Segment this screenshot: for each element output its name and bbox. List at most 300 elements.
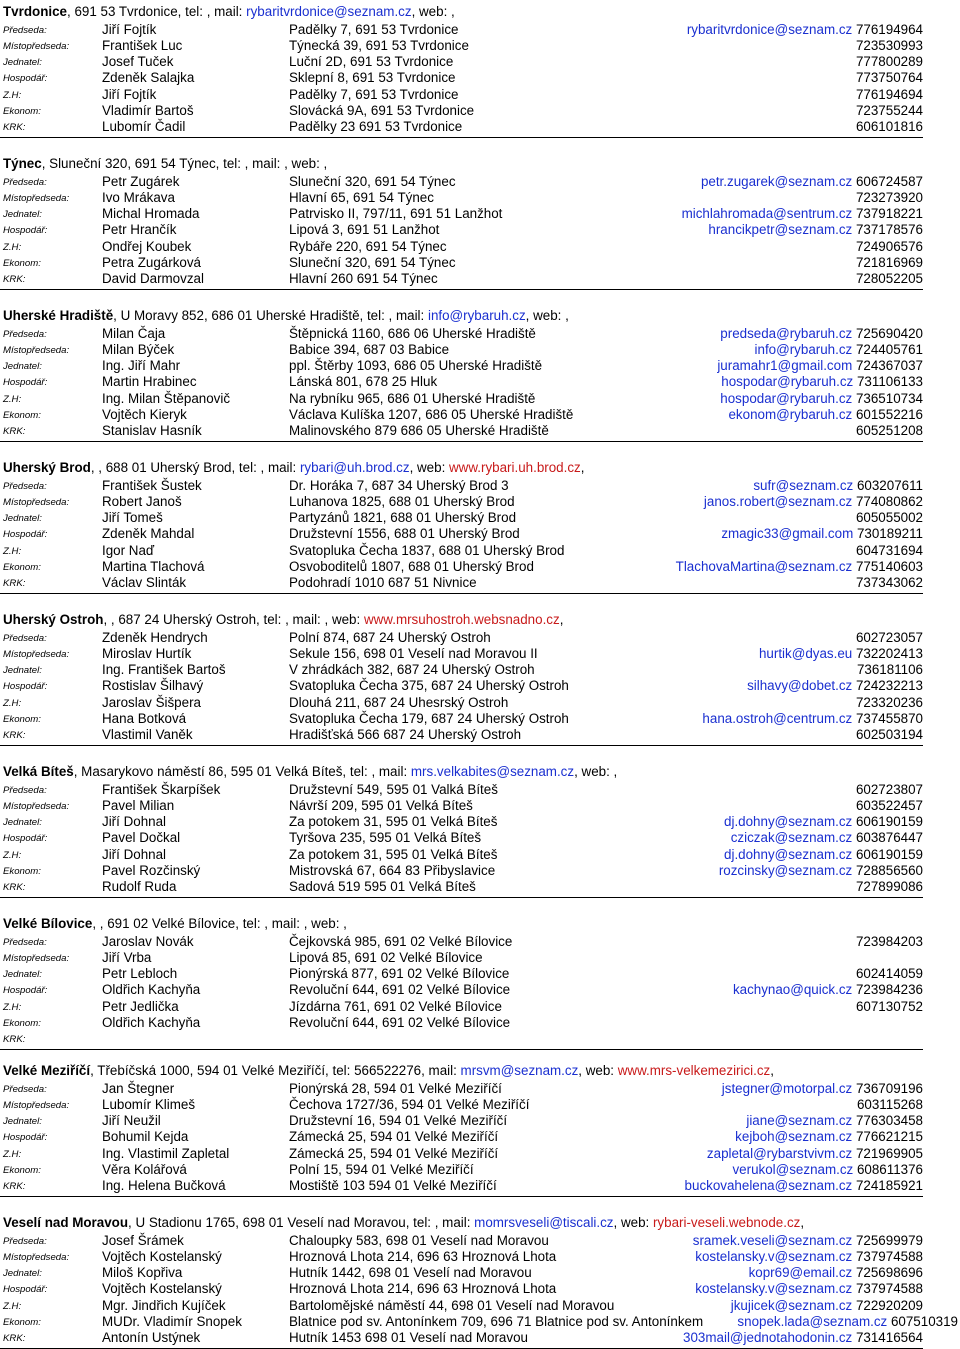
header-text: , Sluneční 320, 691 54 Týnec, tel: , mail: , web: , [41,156,328,171]
member-email[interactable]: rybaritvrdonice@seznam.cz [686,22,853,37]
member-address: Patrvisko II, 797/11, 691 51 Lanžhot [289,206,503,222]
member-row [0,630,960,646]
member-address: Za potokem 31, 595 01 Velká Bíteš [289,846,498,862]
member-email[interactable]: janos.robert@seznam.cz [703,494,853,510]
member-role: Předseda: [3,25,47,36]
member-address: Návrší 209, 595 01 Velká Bíteš [289,798,473,814]
member-email[interactable]: hana.ostroh@centrum.cz [702,710,853,726]
member-phone: 603115268 [856,1097,923,1113]
member-email[interactable]: ekonom@rybaruh.cz [728,406,853,422]
member-phone: 776194694 [855,86,923,102]
member-email[interactable]: juramahr1@gmail.com [717,358,853,374]
member-name: František Šustek [102,478,202,493]
member-address: Chaloupky 583, 698 01 Veselí nad Moravou [289,1233,549,1248]
member-phone: 723984236 [855,982,923,998]
member-phone: 777800289 [855,54,923,70]
member-contact [856,727,923,743]
member-contact [702,711,923,727]
member-address: Mistrovská 67, 664 83 Přibyslavice [289,862,496,878]
member-row [0,70,960,86]
member-email[interactable]: dj.dohny@seznam.cz [724,814,853,830]
member-name: MUDr. Vladimír Snopek [102,1313,242,1329]
member-email[interactable]: predseda@rybaruh.cz [720,326,853,341]
member-row [0,1233,960,1249]
member-name: Oldřich Kachyňa [102,1014,201,1030]
member-name: Mgr. Jindřich Kujíček [102,1297,226,1313]
member-phone: 724906576 [855,238,923,254]
header-text: , web: , [411,4,455,19]
member-row [0,407,960,423]
member-contact [724,847,923,863]
member-contact [721,374,923,390]
member-role: Ekonom: [3,1017,41,1029]
member-role: KRK: [3,577,26,589]
member-row [0,1330,960,1346]
header-link[interactable]: mrs.velkabites@seznam.cz [410,764,575,779]
member-phone: 602503194 [855,726,923,742]
member-email[interactable]: snopek.lada@seznam.cz [737,1313,888,1329]
member-phone: 732202413 [855,646,923,662]
member-name: Rudolf Ruda [102,878,177,894]
member-role: Místopředseda: [3,497,70,509]
club-name: Veselí nad Moravou [3,1215,129,1230]
member-email[interactable]: dj.dohny@seznam.cz [724,846,853,862]
member-name: Hana Botková [102,710,187,726]
member-contact [731,1298,923,1314]
member-row [0,646,960,662]
member-row [0,798,960,814]
section-divider [0,1196,923,1197]
member-name: Michal Hromada [102,206,200,222]
header-link[interactable]: rybari@uh.brod.cz [299,460,410,475]
member-contact [856,879,923,895]
member-address: Svatopluka Čecha 1837, 688 01 Uherský Brod [289,542,565,558]
member-address: Revoluční 644, 691 02 Velké Bílovice [289,982,511,998]
member-role: Jednatel: [3,57,42,69]
member-phone: 725699979 [855,1233,923,1248]
member-phone: 773750764 [855,70,923,86]
member-name: Miloš Kopřiva [102,1265,183,1281]
member-name: Jaroslav Novák [102,934,194,949]
member-phone: 724367037 [855,358,923,374]
member-address: Hroznová Lhota 214, 696 63 Hroznová Lhota [289,1249,557,1265]
section-divider [0,593,923,594]
header-link[interactable]: www.mrsuhostroh.websnadno.cz [363,612,560,627]
member-phone: 606101816 [855,118,923,134]
member-row [0,206,960,222]
member-name: Jiří Neužil [102,1113,161,1129]
member-address: Sekule 156, 698 01 Veselí nad Moravou II [289,646,538,662]
member-address: Tyršova 235, 595 01 Velká Bíteš [289,830,482,846]
member-role: Předseda: [3,1236,47,1247]
member-email[interactable]: jstegner@motorpal.cz [721,1081,853,1096]
member-name: Jan Štegner [102,1081,175,1096]
member-role: Hospodář: [3,73,48,85]
member-email[interactable]: hrancikpetr@seznam.cz [708,222,853,238]
member-name: Martin Hrabinec [102,374,197,390]
member-address: Hutník 1453 698 01 Veselí nad Moravou [289,1329,528,1345]
member-role: KRK: [3,1033,26,1045]
member-email[interactable]: jkujicek@seznam.cz [730,1297,853,1313]
member-role: Z.H: [3,697,22,709]
member-address: Svatopluka Čecha 179, 687 24 Uherský Ostroh [289,710,569,726]
member-name: Pavel Dočkal [102,830,181,846]
member-address: Hlavní 65, 691 54 Týnec [289,190,434,206]
member-email[interactable]: zapletal@rybarstvivm.cz [706,1145,853,1161]
member-row [0,255,960,271]
member-contact [685,1178,923,1194]
member-row [0,982,960,998]
member-email[interactable]: info@rybaruh.cz [754,342,853,358]
member-email[interactable]: zmagic33@gmail.com [721,526,854,542]
member-email[interactable]: sufr@seznam.cz [753,478,854,493]
member-name: Ing. Jiří Mahr [102,358,181,374]
member-phone: 724405761 [855,342,923,358]
member-name: Martina Tlachová [102,558,205,574]
member-role: Z.H: [3,89,22,101]
member-contact [724,814,923,830]
section-divider [0,745,923,746]
member-phone: 736510734 [855,390,923,406]
header-text: , , 688 01 Uherský Brod, tel: , mail: [90,460,300,475]
member-name: Jiří Fojtík [102,86,157,102]
member-contact [856,934,923,950]
member-phone: 737974588 [855,1249,923,1265]
member-name: Jiří Dohnal [102,814,167,830]
member-row [0,830,960,846]
member-address: Lipová 85, 691 02 Velké Bílovice [289,950,483,966]
club-name: Velké Meziříčí [3,1063,91,1078]
member-phone: 728856560 [855,862,923,878]
member-email[interactable]: 303mail@jednotahodonin.cz [683,1329,853,1345]
club-header [3,612,563,628]
member-name: Ivo Mrákava [102,190,175,206]
club-header [3,1215,804,1231]
member-role: Jednatel: [3,817,42,829]
member-address: Partyzánů 1821, 688 01 Uherský Brod [289,510,517,526]
member-address: Zámecká 25, 594 01 Velké Meziříčí [289,1129,499,1145]
member-row [0,678,960,694]
member-name: Ing. Vlastimil Zapletal [102,1145,230,1161]
member-role: KRK: [3,1332,26,1344]
member-contact [704,494,923,510]
member-name: Vojtěch Kostelanský [102,1281,222,1297]
member-row [0,1031,960,1047]
member-contact [693,1233,923,1249]
member-name: Zdeněk Hendrych [102,630,208,645]
member-contact [719,863,923,879]
header-text: , [559,612,564,627]
member-address: Sluneční 320, 691 54 Týnec [289,254,456,270]
member-address: Sklepní 8, 691 53 Tvrdonice [289,70,456,86]
member-address: Čechova 1727/36, 594 01 Velké Meziříčí [289,1097,530,1113]
club-name: Týnec [3,156,42,171]
member-role: Místopředseda: [3,1100,70,1112]
club-name: Uherské Hradiště [3,308,114,323]
member-row [0,727,960,743]
member-email[interactable]: jiane@seznam.cz [746,1113,853,1129]
member-name: Petr Zugárek [102,174,180,189]
member-email[interactable]: hospodar@rybaruh.cz [720,390,853,406]
member-name: David Darmovzal [102,270,204,286]
member-name: Antonín Ustýnek [102,1329,201,1345]
member-name: Vojtěch Kostelanský [102,1249,222,1265]
member-address: Hradišťská 566 687 24 Uherský Ostroh [289,726,522,742]
member-phone: 604731694 [855,542,923,558]
member-name: Zdeněk Salajka [102,70,195,86]
member-row [0,494,960,510]
header-link[interactable]: rybari-veseli.webnode.cz [652,1215,801,1230]
member-row [0,38,960,54]
member-address: Jízdárna 761, 691 02 Velké Bílovice [289,998,502,1014]
club-header [3,156,327,172]
member-row [0,1129,960,1145]
member-email[interactable]: kopr69@email.cz [748,1265,853,1281]
member-address: Pionýrská 877, 691 02 Velké Bílovice [289,966,510,982]
member-contact [707,1146,923,1162]
member-address: Malinovského 879 686 05 Uherské Hradiště [289,422,549,438]
member-role: Místopředseda: [3,345,70,357]
member-contact [687,22,923,38]
member-row [0,847,960,863]
member-phone: 724232213 [855,678,923,694]
member-phone: 736709196 [855,1081,923,1096]
member-name: Václav Slinták [102,574,187,590]
member-role: KRK: [3,729,26,741]
member-role: KRK: [3,121,26,133]
member-contact [856,575,923,591]
member-email[interactable]: TlachovaMartina@seznam.cz [675,558,853,574]
member-email[interactable]: buckovahelena@seznam.cz [684,1177,853,1193]
member-phone: 725690420 [855,326,923,341]
member-contact [856,510,923,526]
header-text: , web: , [525,308,569,323]
member-role: Hospodář: [3,1284,48,1296]
member-name: Lubomír Čadil [102,118,186,134]
member-phone: 723273920 [855,190,923,206]
member-role: Z.H: [3,545,22,557]
member-role: Ekonom: [3,865,41,877]
member-address: Svatopluka Čecha 375, 687 24 Uherský Ostroh [289,678,569,694]
member-role: Jednatel: [3,665,42,677]
member-row [0,1314,960,1330]
member-row [0,1281,960,1297]
member-contact [856,630,923,646]
member-row [0,1249,960,1265]
member-role: Hospodář: [3,377,48,389]
member-address: Padělky 23 691 53 Tvrdonice [289,118,463,134]
member-phone: 606190159 [855,846,923,862]
member-name: Petr Hrančík [102,222,177,238]
member-address: Václava Kulíška 1207, 686 05 Uherské Hradiště [289,406,574,422]
member-phone: 721969905 [855,1145,923,1161]
member-role: Předseda: [3,481,47,492]
club-name: Velká Bíteš [3,764,74,779]
member-phone: 608611376 [856,1161,923,1177]
member-contact [857,662,923,678]
header-link[interactable]: www.mrs-velkemezirici.cz [617,1063,771,1078]
member-address: Hlavní 260 691 54 Týnec [289,270,438,286]
member-contact [856,798,923,814]
member-row [0,222,960,238]
member-role: Předseda: [3,1084,47,1095]
member-phone: 602723057 [855,630,923,645]
member-phone: 736181106 [856,662,923,678]
club-name: Uherský Brod [3,460,91,475]
member-email[interactable]: verukol@seznam.cz [732,1161,854,1177]
member-name: Jiří Dohnal [102,846,167,862]
member-email[interactable]: silhavy@dobet.cz [747,678,853,694]
member-email[interactable]: kejboh@seznam.cz [735,1129,853,1145]
member-role: Předseda: [3,633,47,644]
member-row [0,575,960,591]
member-name: Vladimír Bartoš [102,102,194,118]
member-row [0,478,960,494]
member-contact [856,70,923,86]
member-address: Týnecká 39, 691 53 Tvrdonice [289,38,469,54]
member-contact [722,1081,923,1097]
member-email[interactable]: rozcinsky@seznam.cz [718,862,853,878]
member-address: Podohradí 1010 687 51 Nivnice [289,574,477,590]
member-row [0,695,960,711]
member-role: Místopředseda: [3,193,70,205]
member-address: Zámecká 25, 594 01 Velké Meziříčí [289,1145,499,1161]
member-address: Luhanova 1825, 688 01 Uherský Brod [289,494,515,510]
member-role: KRK: [3,881,26,893]
member-role: Jednatel: [3,1116,42,1128]
member-phone: 723320236 [855,694,923,710]
member-contact [735,1129,923,1145]
member-email[interactable]: hospodar@rybaruh.cz [721,374,854,390]
member-row [0,559,960,575]
member-row [0,1265,960,1281]
member-row [0,54,960,70]
member-role: Hospodář: [3,833,48,845]
member-contact [856,87,923,103]
member-phone: 776621215 [855,1129,923,1145]
member-contact [701,174,923,190]
member-email[interactable]: kostelansky.v@seznam.cz [695,1249,853,1265]
member-name: Jiří Vrba [102,950,152,966]
member-phone: 724185921 [855,1177,923,1193]
member-row [0,966,960,982]
club-header [3,764,617,780]
header-text: , [770,1063,774,1078]
member-role: Jednatel: [3,361,42,373]
header-text: , [580,460,585,475]
member-role: Hospodář: [3,1132,48,1144]
member-row [0,782,960,798]
member-address: Mostiště 103 594 01 Velké Meziříčí [289,1177,497,1193]
header-link[interactable]: mrsvm@seznam.cz [460,1063,579,1078]
member-phone: 725698696 [855,1265,923,1281]
member-contact [856,38,923,54]
member-address: Dlouhá 211, 687 24 Uhesrský Ostroh [289,694,509,710]
member-row [0,22,960,38]
member-role: Místopředseda: [3,953,70,965]
member-address: Lipová 3, 691 51 Lanžhot [289,222,440,238]
member-email[interactable]: michlahromada@sentrum.cz [681,206,853,222]
member-name: Věra Kolářová [102,1161,187,1177]
member-row [0,934,960,950]
member-email[interactable]: sramek.veseli@seznam.cz [692,1233,853,1248]
member-email[interactable]: hurtik@dyas.eu [758,646,853,662]
header-link[interactable]: info@rybaruh.cz [427,308,526,323]
member-row [0,374,960,390]
member-contact [720,326,923,342]
member-address: Čejkovská 985, 691 02 Velké Bílovice [289,934,513,949]
member-email[interactable]: kachynao@quick.cz [732,982,853,998]
member-row [0,1298,960,1314]
header-link[interactable]: rybaritvrdonice@seznam.cz [246,4,412,19]
member-role: Jednatel: [3,1268,42,1280]
member-name: Rostislav Šilhavý [102,678,204,694]
member-row [0,1015,960,1031]
member-name: Igor Naď [102,542,155,558]
member-phone: 776194964 [855,22,923,37]
member-role: Z.H: [3,849,22,861]
member-phone: 607510319 [890,1313,958,1329]
member-phone: 737455870 [855,710,923,726]
member-address: ppl. Štěrby 1093, 686 05 Uherské Hradiště [289,358,543,374]
member-role: Z.H: [3,1148,22,1160]
header-text: , 691 53 Tvrdonice, tel: , mail: [67,4,247,19]
header-link[interactable]: momrsveseli@tiscali.cz [474,1215,614,1230]
member-address: Družstevní 549, 595 01 Valká Bíteš [289,782,498,797]
header-text: , U Stadionu 1765, 698 01 Veselí nad Moravou, tel: , mail: [128,1215,475,1230]
member-phone: 723755244 [855,102,923,118]
member-name: Jaroslav Šišpera [102,694,201,710]
member-role: Jednatel: [3,969,42,981]
member-contact [676,559,923,575]
member-phone: 605251208 [855,422,923,438]
member-role: Hospodář: [3,681,48,693]
member-contact [746,1113,923,1129]
member-row [0,1178,960,1194]
member-row [0,423,960,439]
member-contact [856,543,923,559]
member-contact [856,119,923,135]
header-link[interactable]: www.rybari.uh.brod.cz [449,460,581,475]
club-header [3,1063,774,1079]
member-row [0,190,960,206]
member-name: Milan Čaja [102,326,166,341]
member-address: Sluneční 320, 691 54 Týnec [289,174,456,189]
member-address: Štěpnická 1160, 686 06 Uherské Hradiště [289,326,536,341]
member-email[interactable]: petr.zugarek@seznam.cz [700,174,853,189]
header-text: , U Moravy 852, 686 01 Uherské Hradiště, tel: , mail: [113,308,428,323]
member-address: Družstevní 16, 594 01 Velké Meziříčí [289,1113,508,1129]
member-email[interactable]: kostelansky.v@seznam.cz [695,1281,853,1297]
member-contact [695,1281,923,1297]
header-text: , Třebíčská 1000, 594 01 Velké Meziříčí, tel: 566522276, mail: [90,1063,461,1078]
member-row [0,814,960,830]
member-row [0,1146,960,1162]
section-divider [0,1049,923,1050]
member-name: Petr Jedlička [102,998,179,1014]
member-phone: 722920209 [855,1297,923,1313]
member-phone: 606190159 [855,814,923,830]
member-role: KRK: [3,425,26,437]
member-name: Jiří Tomeš [102,510,163,526]
member-contact [856,255,923,271]
member-phone: 723530993 [855,38,923,54]
member-row [0,1097,960,1113]
member-row [0,711,960,727]
member-role: Z.H: [3,241,22,253]
member-name: František Luc [102,38,183,54]
member-email[interactable]: cziczak@seznam.cz [730,830,853,846]
